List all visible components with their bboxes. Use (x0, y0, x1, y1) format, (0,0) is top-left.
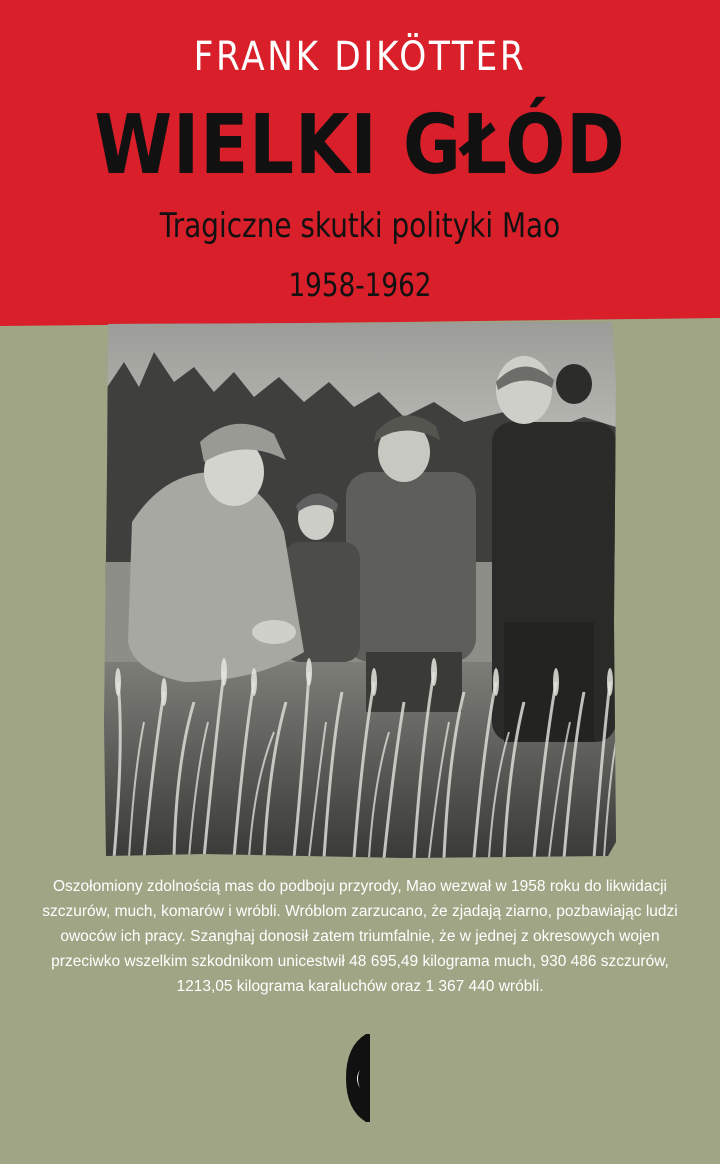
author-name: FRANK DIKÖTTER (193, 34, 527, 80)
book-subtitle: Tragiczne skutki polityki Mao (159, 206, 561, 246)
publisher-logo-icon (340, 1030, 380, 1126)
photo-men-in-wheat-field-icon (104, 322, 616, 858)
book-title: WIELKI GŁÓD (94, 98, 626, 193)
book-years: 1958-1962 (288, 266, 432, 304)
cover-blurb: Oszołomiony zdolnością mas do podboju przyrody, Mao wezwał w 1958 roku do likwidacji szczurów, much, komarów i wróbli. Wróblom zarzucano, że zjadają ziarno, pozbawiając ludzi owoców ich pracy. Szanghaj donosił zatem triumfalnie, że w jednej z okresowych wojen przeciwko wszelkim szkodnikom unicestwił 48 695,49 kilograma much, 930 486 szczurów, 1213,05 kilograma karaluchów oraz 1 367 440 wróbli. (42, 878, 678, 995)
cover-photo (104, 322, 616, 858)
